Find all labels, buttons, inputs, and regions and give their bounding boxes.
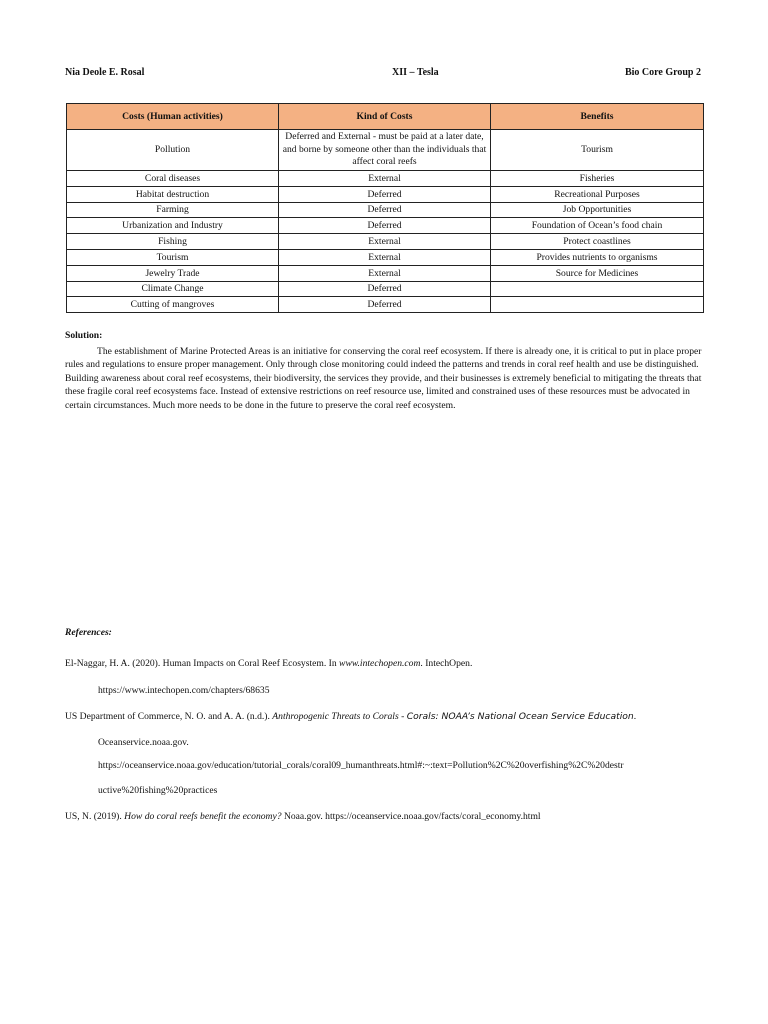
- kind-cell: Deferred: [279, 186, 491, 202]
- reference-1-publisher: . IntechOpen.: [420, 658, 473, 669]
- reference-2-publisher: Oceanservice.noaa.gov.: [98, 737, 189, 748]
- reference-2-url-line2: uctive%20fishing%20practices: [98, 785, 218, 796]
- table-row: [67, 265, 704, 281]
- reference-1-site: www.intechopen.com: [339, 658, 421, 669]
- kind-cell: External: [279, 265, 491, 281]
- column-header-benefits: Benefits: [491, 104, 704, 130]
- benefit-cell: Recreational Purposes: [491, 186, 704, 202]
- solution-paragraph: The establishment of Marine Protected Areas is an initiative for conserving the coral reef ecosystem. If there is already one, it is critical to put in place proper rules and regulations to ensure proper management. Only through close monitoring could indeed the patterns and trends in coral reef health and use be distinguished. Building awareness about coral reef ecosystems, their biodiversity, the services they provide, and their businesses is extremely beneficial to mitigating the threats that these fragile coral reef ecosystems face. Instead of extensive restrictions on reef resource use, limited and constrained uses of these resources must be advocated in certain circumstances. Much more needs to be done in the future to preserve the coral reef ecosystem.: [65, 345, 702, 411]
- reference-2: [65, 711, 636, 722]
- benefit-cell: Provides nutrients to organisms: [491, 249, 704, 265]
- table-row: [67, 234, 704, 250]
- table-row: [67, 297, 704, 313]
- cost-cell: Fishing: [67, 234, 279, 250]
- benefit-cell: Job Opportunities: [491, 202, 704, 218]
- reference-2-period: .: [633, 711, 637, 722]
- table-row: [67, 218, 704, 234]
- benefit-cell: [491, 281, 704, 297]
- kind-cell: External: [279, 171, 491, 187]
- cost-cell: Climate Change: [67, 281, 279, 297]
- kind-cell: Deferred: [279, 202, 491, 218]
- reference-3-source: Noaa.gov. https://oceanservice.noaa.gov/facts/coral_economy.html: [281, 811, 541, 822]
- page-header: [65, 67, 701, 81]
- benefit-cell: Foundation of Ocean’s food chain: [491, 218, 704, 234]
- solution-section: [65, 329, 705, 413]
- reference-1-text: El-Naggar, H. A. (2020). Human Impacts on Coral Reef Ecosystem. In: [65, 658, 340, 669]
- column-header-kind: Kind of Costs: [279, 104, 491, 130]
- kind-cell: External: [279, 234, 491, 250]
- section-name: XII – Tesla: [392, 67, 439, 78]
- reference-1: [65, 658, 472, 669]
- cost-cell: Farming: [67, 202, 279, 218]
- table-header-row: [67, 104, 704, 130]
- benefit-cell: Tourism: [491, 130, 704, 171]
- kind-cell: Deferred: [279, 281, 491, 297]
- costs-benefits-table: [66, 103, 704, 313]
- reference-2-text: US Department of Commerce, N. O. and A. A. (n.d.).: [65, 711, 273, 722]
- benefit-cell: Fisheries: [491, 171, 704, 187]
- table-row: [67, 281, 704, 297]
- cost-cell: Cutting of mangroves: [67, 297, 279, 313]
- solution-heading: Solution:: [65, 330, 103, 341]
- cost-cell: Pollution: [67, 130, 279, 171]
- table-row: [67, 202, 704, 218]
- reference-3-title: How do coral reefs benefit the economy?: [124, 811, 282, 822]
- reference-3-text: US, N. (2019).: [65, 811, 125, 822]
- reference-2-title-cursive: Corals: NOAA’s National Ocean Service Education: [406, 711, 634, 722]
- reference-1-url: https://www.intechopen.com/chapters/68635: [98, 685, 270, 696]
- kind-cell: Deferred: [279, 218, 491, 234]
- reference-2-url-line1: https://oceanservice.noaa.gov/education/tutorial_corals/coral09_humanthreats.html#:~:text=Pollution%2C%20overfishing%2C%20destr: [98, 760, 624, 771]
- cost-cell: Jewelry Trade: [67, 265, 279, 281]
- table-row: [67, 186, 704, 202]
- table-row: [67, 171, 704, 187]
- kind-cell: Deferred and External - must be paid at a later date, and borne by someone other than the individuals that affect coral reefs: [279, 130, 491, 171]
- kind-cell: External: [279, 249, 491, 265]
- group-name: Bio Core Group 2: [624, 67, 701, 78]
- table-row: [67, 130, 704, 171]
- cost-cell: Coral diseases: [67, 171, 279, 187]
- table-row: [67, 249, 704, 265]
- reference-2-title: Anthropogenic Threats to Corals -: [272, 711, 407, 722]
- column-header-costs: Costs (Human activities): [67, 104, 279, 130]
- references-heading: References:: [65, 627, 112, 638]
- reference-3: [65, 811, 541, 822]
- benefit-cell: Source for Medicines: [491, 265, 704, 281]
- kind-cell: Deferred: [279, 297, 491, 313]
- benefit-cell: [491, 297, 704, 313]
- cost-cell: Tourism: [67, 249, 279, 265]
- benefit-cell: Protect coastlines: [491, 234, 704, 250]
- author-name: Nia Deole E. Rosal: [65, 67, 145, 78]
- cost-cell: Urbanization and Industry: [67, 218, 279, 234]
- cost-cell: Habitat destruction: [67, 186, 279, 202]
